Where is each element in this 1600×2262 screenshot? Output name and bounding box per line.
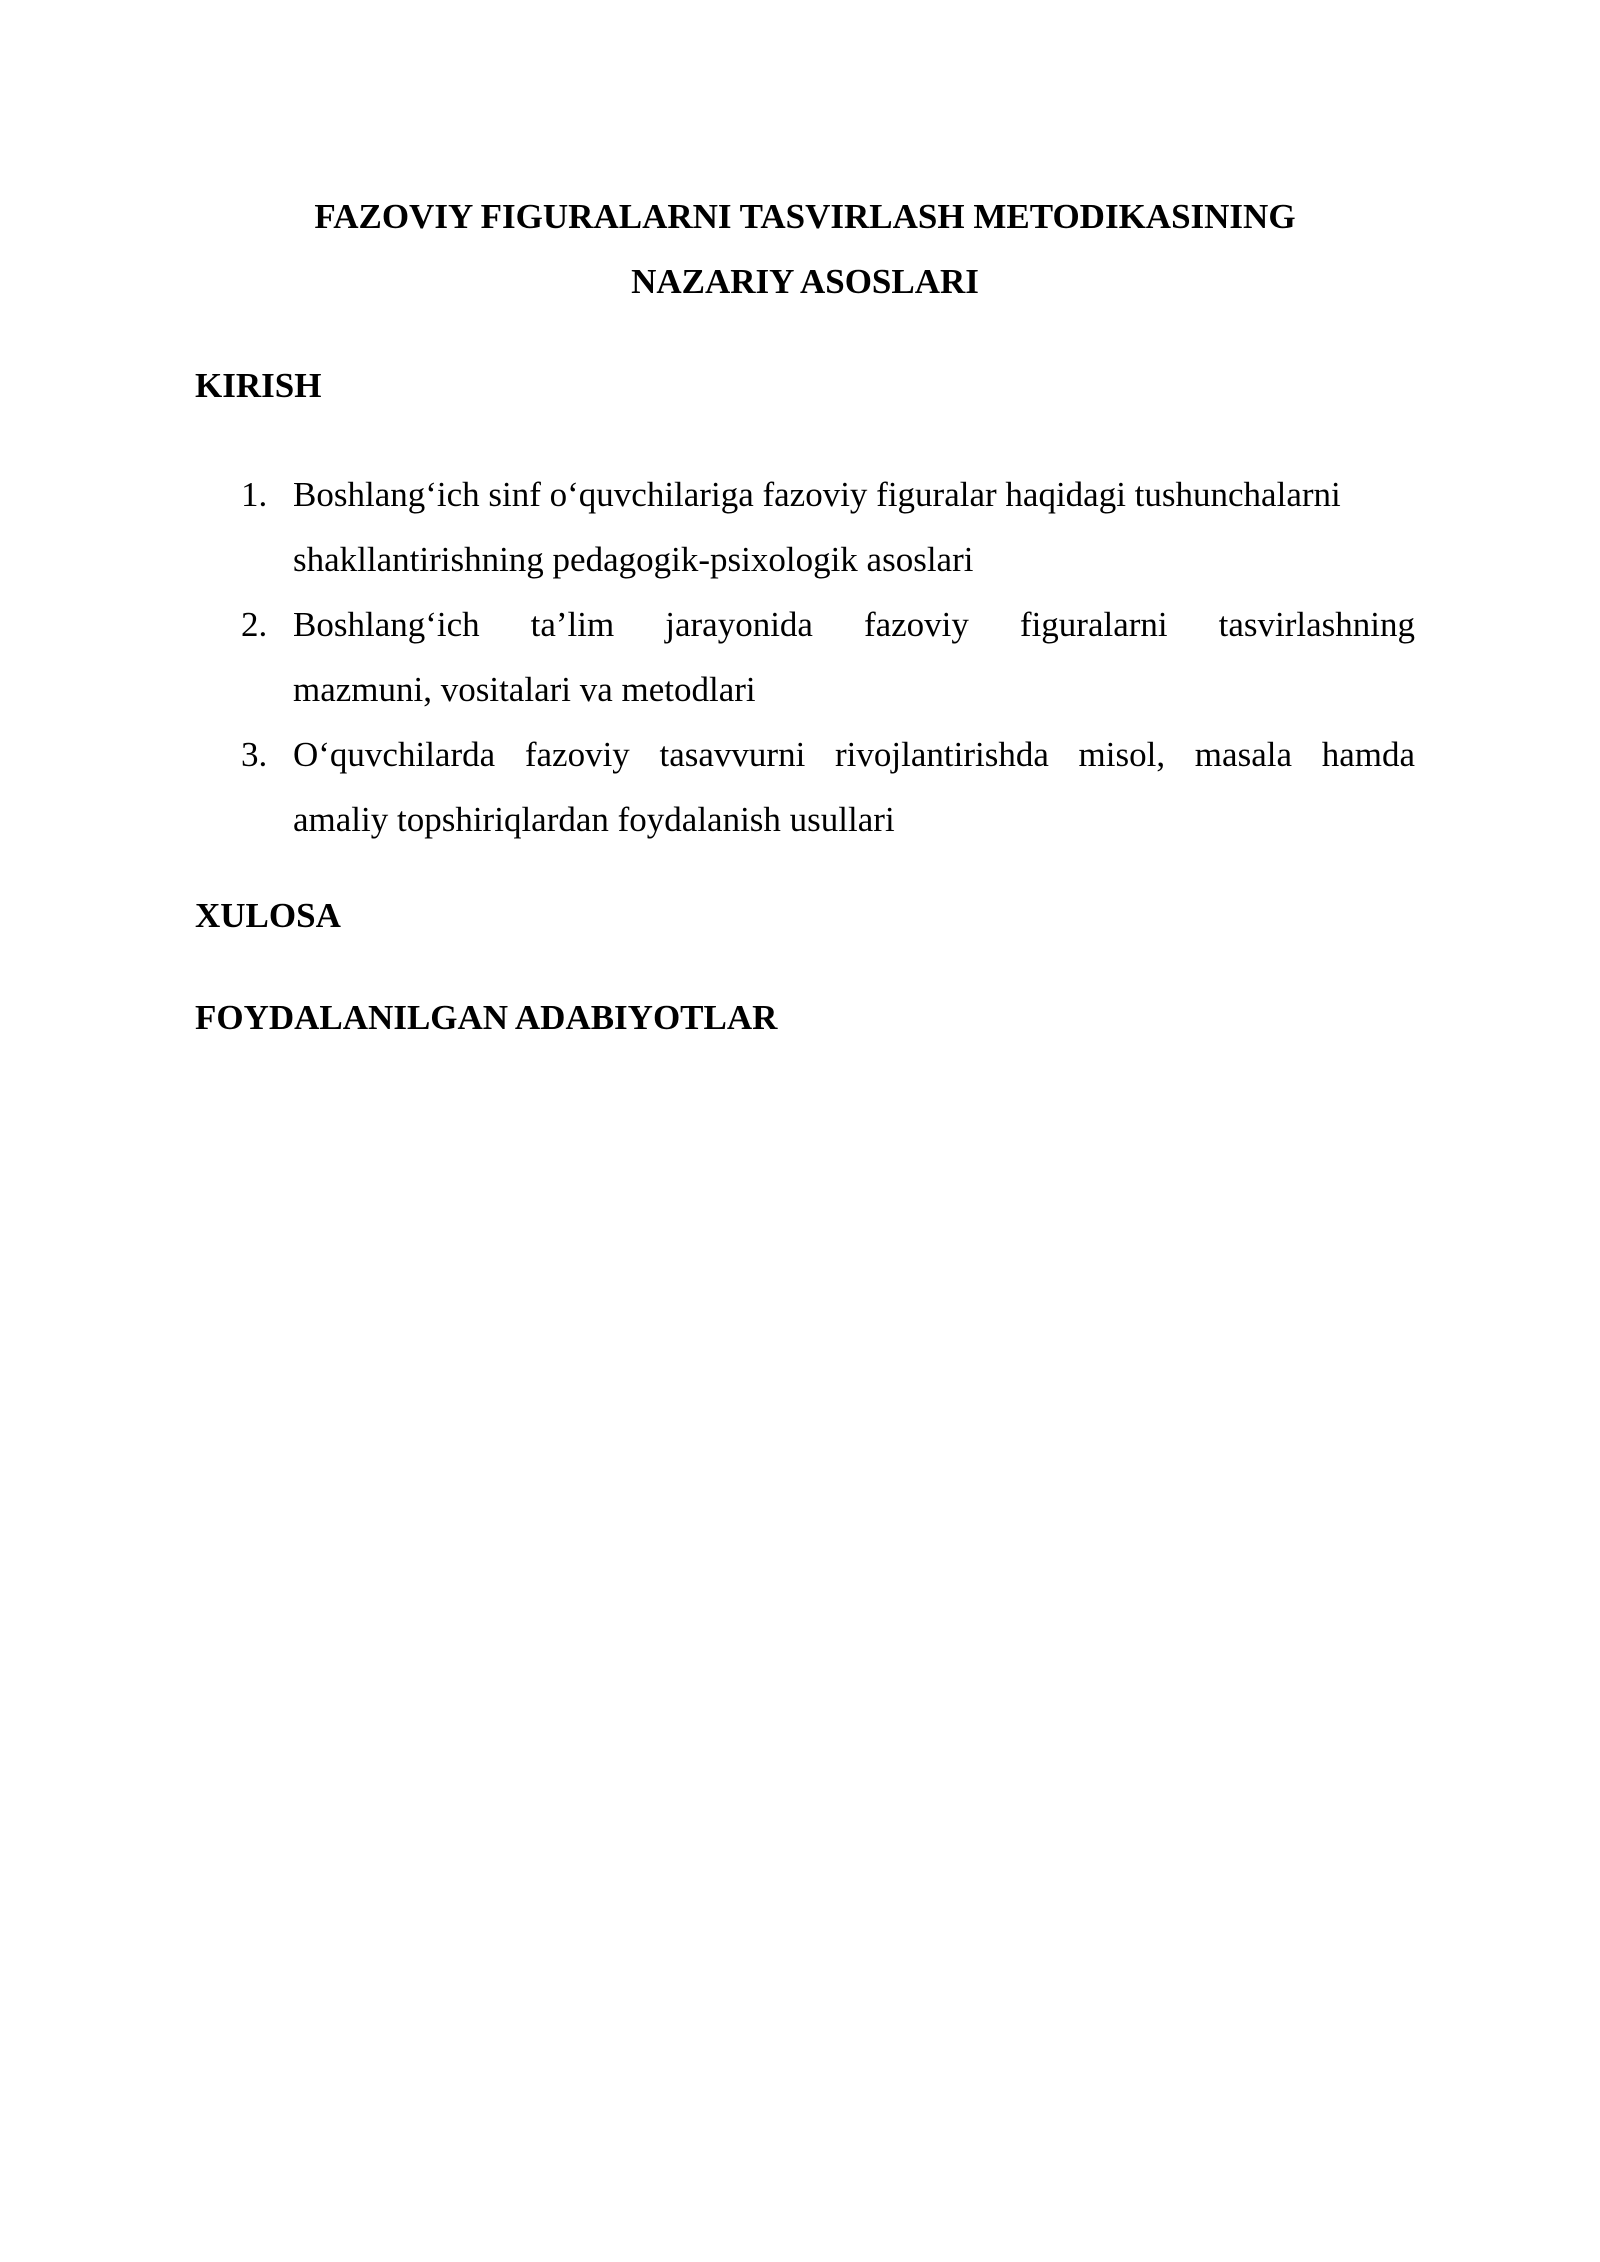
- list-item: [195, 462, 1415, 592]
- list-item-text-line-1: O‘quvchilarda fazoviy tasavvurni rivojlantirishda misol, masala hamda: [293, 735, 1415, 774]
- list-item-text-line-2: amaliy topshiriqlardan foydalanish usullari: [293, 800, 895, 839]
- document-title-line-2: NAZARIY ASOSLARI: [631, 262, 979, 301]
- document-title-line-1: FAZOVIY FIGURALARNI TASVIRLASH METODIKASINING: [314, 197, 1296, 236]
- list-item-number: 2.: [241, 605, 268, 644]
- section-heading-xulosa: XULOSA: [195, 896, 341, 935]
- list-item-text: [293, 592, 1415, 722]
- list-item-number: 3.: [241, 735, 268, 774]
- list-item-number: 1.: [241, 475, 268, 514]
- section-heading-references: FOYDALANILGAN ADABIYOTLAR: [195, 998, 778, 1037]
- list-item-text: [293, 462, 1415, 592]
- list-item-text-line-2: mazmuni, vositalari va metodlari: [293, 670, 756, 709]
- list-item-text-line-1: Boshlang‘ich ta’lim jarayonida fazoviy figuralarni tasvirlashning: [293, 605, 1415, 644]
- list-item-text-line-1: Boshlang‘ich sinf o‘quvchilariga fazoviy figuralar haqidagi tushunchalarni: [293, 475, 1341, 514]
- list-item-text: [293, 722, 1415, 852]
- list-item-text-line-2: shakllantirishning pedagogik-psixologik asoslari: [293, 540, 974, 579]
- list-item: [195, 722, 1415, 852]
- list-item: [195, 592, 1415, 722]
- section-heading-kirish: KIRISH: [195, 366, 322, 405]
- contents-list: [195, 462, 1415, 852]
